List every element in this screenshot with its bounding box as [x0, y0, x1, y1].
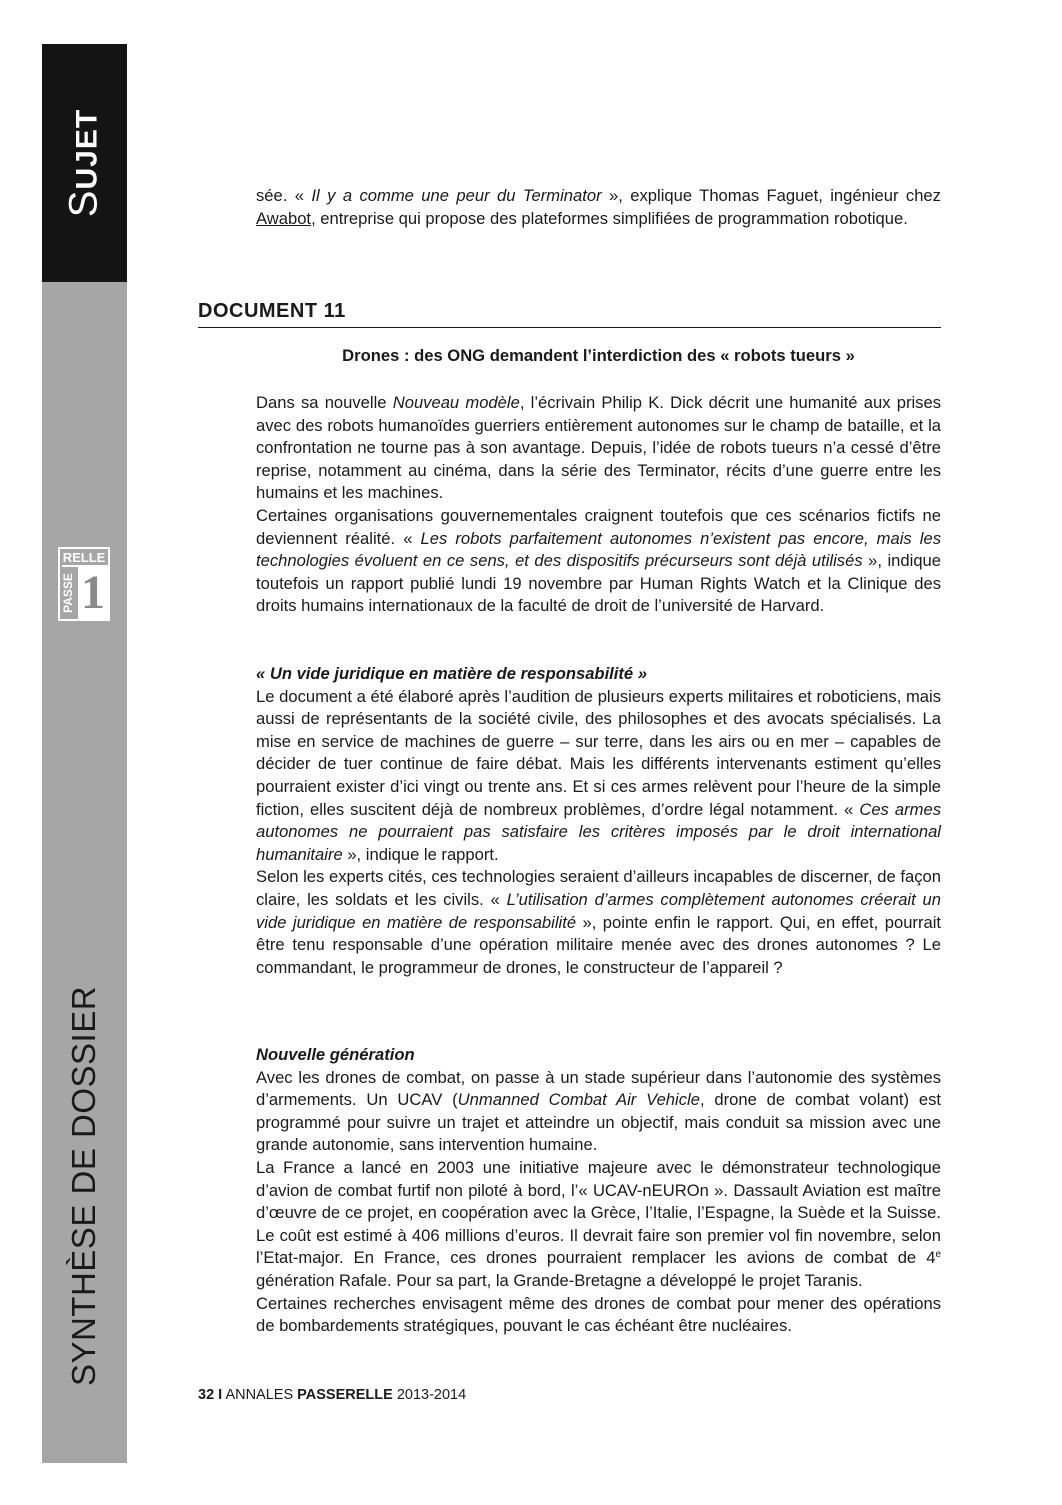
paragraph-3 — [256, 686, 941, 867]
p5-italic: Unmanned Combat Air Vehicle — [457, 1090, 700, 1110]
p5-text-2: , drone de combat volant) est programmé pour suivre un trajet et atteindre un objectif, mais conduit sa mission avec une grande autonomie, sans intervention humaine. — [256, 1090, 941, 1155]
sidebar-section-label: SYNTHÈSE DE DOSSIER — [65, 985, 102, 1387]
p2-text-1: Certaines organisations gouvernementales craignent toutefois que ces scénarios fictifs ne deviennent réalité. « — [256, 505, 941, 548]
subheading-2: Nouvelle génération — [256, 1045, 415, 1064]
logo-side-text: PASSE — [61, 573, 75, 613]
footer-separator: I — [218, 1387, 223, 1403]
document-heading: DOCUMENT 11 — [198, 300, 941, 328]
p4-italic: L’utilisation d’armes complètement autonomes créerait un vide juridique en matière de responsabilité — [256, 889, 941, 932]
p2-italic: Les robots parfaitement autonomes n’existent pas encore, mais les technologies évoluent en ce sens, et des dispositifs précurseurs sont déjà utilisés — [256, 528, 941, 571]
p2-text-2: », indique toutefois un rapport publié lundi 19 novembre par Human Rights Watch et la Clinique des droits humains internationaux de la faculté de droit de l’université de Harvard. — [256, 551, 942, 616]
footer-years: 2013-2014 — [396, 1387, 467, 1403]
awabot-link[interactable]: Awabot — [256, 208, 312, 228]
page-number: 32 — [198, 1387, 215, 1403]
passerelle-logo — [58, 547, 110, 621]
footer-annales: ANNALES — [225, 1387, 294, 1403]
intro-paragraph — [256, 185, 941, 230]
document-body-part1 — [256, 392, 941, 618]
intro-text-1: sée. « — [256, 186, 312, 205]
p6-superscript: e — [935, 1249, 941, 1261]
logo-top-text: RELLE — [62, 550, 106, 565]
p1-text-2: , l’écrivain Philip K. Dick décrit une humanité aux prises avec des robots humanoïdes guerriers entièrement autonomes sur le champ de bataille, et la confrontation ne tourne pas à son avantage. Depuis, l’idée de robots tueurs n’a cessé d’être reprise, notamment au cinéma, dans la série des Terminator, récits d’une guerre entre les humains et les machines. — [256, 393, 941, 503]
p3-italic: Ces armes autonomes ne pourraient pas satisfaire les critères imposés par le droit international humanitaire — [256, 799, 942, 864]
paragraph-2 — [256, 505, 941, 618]
intro-text-2: », explique Thomas Faguet, ingénieur chez — [601, 186, 941, 205]
p6-text-1: La France a lancé en 2003 une initiative majeure avec le démonstrateur technologique d’avion de combat furtif non piloté à bord, l’« UCAV-nEUROn ». Dassault Aviation est maître d’œuvre de ce projet, en coopération avec la Grèce, l’Italie, l’Espagne, la Suède et la Suisse. Le coût est estimé à 406 millions d’euros. Il devrait faire son premier vol fin novembre, selon l’Etat-major. En France, ces drones pourraient remplacer les avions de combat de 4 — [256, 1157, 941, 1268]
logo-number: 1 — [78, 565, 108, 619]
paragraph-1 — [256, 392, 941, 505]
document-body-part3 — [256, 1044, 941, 1338]
p4-text-2: », pointe enfin le rapport. Qui, en effet, pourrait être tenu responsable d’une opération militaire menée avec des drones autonomes ? Le commandant, le programmeur de drones, le constructeur de l’appareil ? — [256, 912, 941, 977]
paragraph-7: Certaines recherches envisagent même des drones de combat pour mener des opérations de bombardements stratégiques, pouvant le cas échéant être nucléaires. — [256, 1293, 941, 1336]
subheading-1: « Un vide juridique en matière de responsabilité » — [256, 664, 647, 683]
page-footer — [198, 1387, 466, 1403]
sidebar-sujet-label: SUJET — [61, 108, 106, 218]
p1-italic: Nouveau modèle — [392, 393, 520, 412]
footer-passerelle: PASSERELLE — [297, 1387, 393, 1403]
document-title: Drones : des ONG demandent l’interdiction des « robots tueurs » — [342, 346, 855, 365]
p6-text-2: génération Rafale. Pour sa part, la Grande-Bretagne a développé le projet Taranis. — [256, 1270, 863, 1290]
paragraph-5 — [256, 1067, 941, 1157]
intro-quote: Il y a comme une peur du Terminator — [311, 186, 602, 205]
paragraph-6 — [256, 1157, 941, 1293]
p4-text-1: Selon les experts cités, ces technologies seraient d’ailleurs incapables de discerner, de façon claire, les soldats et les civils. « — [256, 867, 941, 909]
paragraph-4 — [256, 866, 941, 979]
p3-text-2: », indique le rapport. — [342, 844, 499, 864]
p3-text-1: Le document a été élaboré après l’audition de plusieurs experts militaires et roboticiens, mais aussi de représentants de la société civile, des philosophes et des avocats spécialisés. La mise en service de machines de guerre – sur terre, dans les airs ou en mer – capables de décider de tuer continue de faire débat. Mais les différents intervenants estiment qu’elles pourraient exister d’ici vingt ou trente ans. Et si ces armes relèvent pour l’heure de la simple fiction, elles suscitent déjà de nombreux problèmes, d’ordre légal notamment. « — [256, 686, 941, 819]
intro-text-3: , entreprise qui propose des plateformes simplifiées de programmation robotique. — [311, 208, 908, 228]
p1-text-1: Dans sa nouvelle — [256, 393, 393, 412]
document-body-part2 — [256, 663, 941, 979]
p5-text-1: Avec les drones de combat, on passe à un stade supérieur dans l’autonomie des systèmes d’armements. Un UCAV ( — [256, 1067, 941, 1110]
